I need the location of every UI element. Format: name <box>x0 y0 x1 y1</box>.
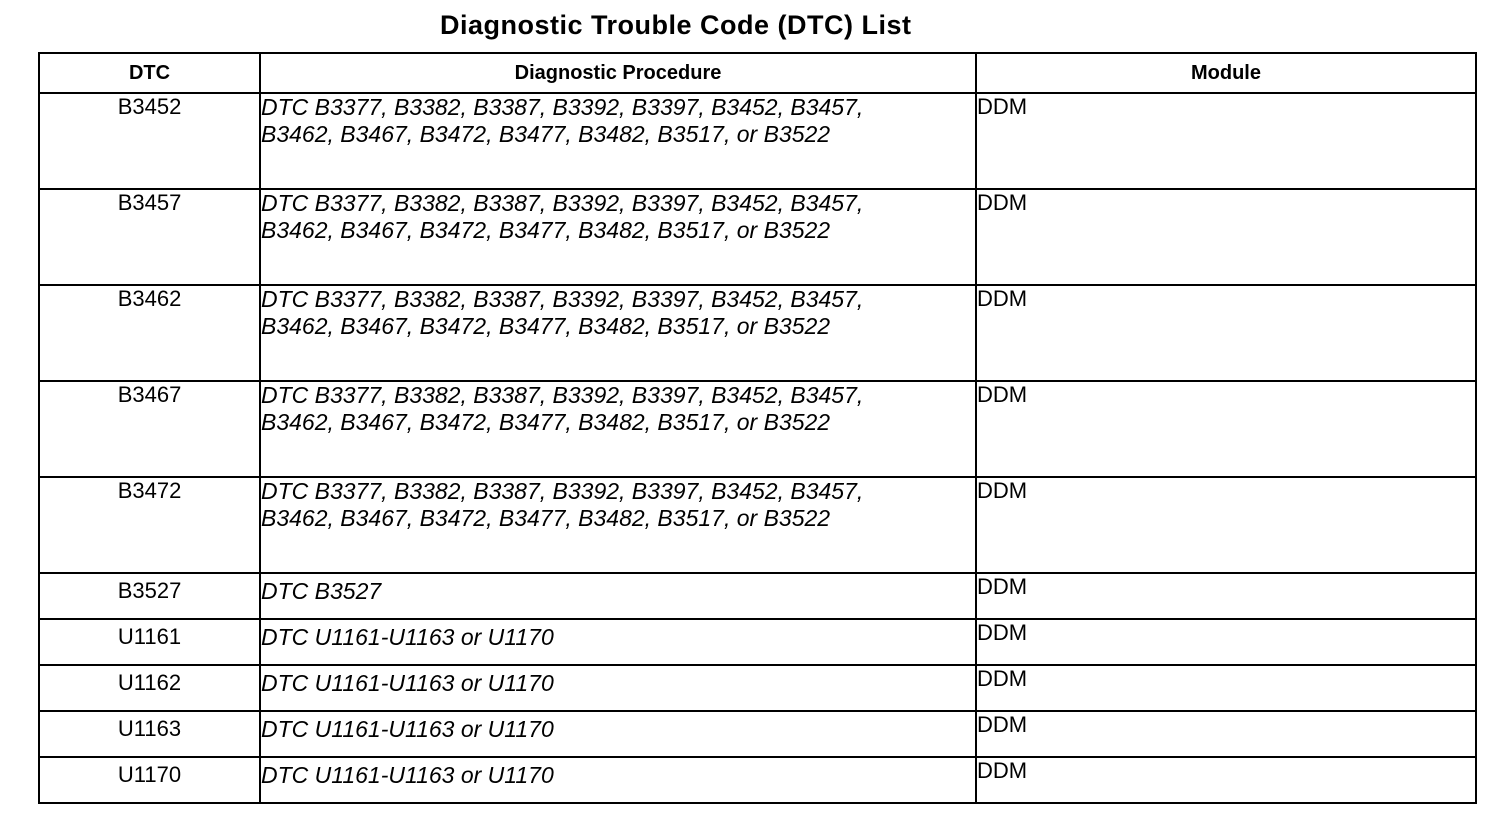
table-row <box>39 285 1476 381</box>
table-row <box>39 573 1476 619</box>
procedure-line: DTC B3377, B3382, B3387, B3392, B3397, B3452, B3457, <box>261 382 864 408</box>
procedure-line: B3462, B3467, B3472, B3477, B3482, B3517, or B3522 <box>261 313 831 339</box>
dtc-code-cell: U1170 <box>39 757 260 803</box>
module-cell: DDM <box>976 93 1476 189</box>
table-row <box>39 93 1476 189</box>
module-cell: DDM <box>976 477 1476 573</box>
dtc-table <box>38 52 1477 804</box>
module-cell: DDM <box>976 381 1476 477</box>
module-cell: DDM <box>976 711 1476 757</box>
procedure-cell: DTC B3527 <box>260 573 976 619</box>
module-cell: DDM <box>976 573 1476 619</box>
procedure-line: DTC B3377, B3382, B3387, B3392, B3397, B3452, B3457, <box>261 94 864 120</box>
procedure-cell: DTC U1161-U1163 or U1170 <box>260 665 976 711</box>
module-cell: DDM <box>976 285 1476 381</box>
procedure-cell <box>260 477 976 573</box>
procedure-cell: DTC U1161-U1163 or U1170 <box>260 619 976 665</box>
procedure-line: B3462, B3467, B3472, B3477, B3482, B3517, or B3522 <box>261 121 831 147</box>
module-cell: DDM <box>976 189 1476 285</box>
procedure-line: DTC B3377, B3382, B3387, B3392, B3397, B3452, B3457, <box>261 190 864 216</box>
module-cell: DDM <box>976 757 1476 803</box>
module-cell: DDM <box>976 665 1476 711</box>
column-header-module: Module <box>976 53 1476 93</box>
procedure-cell <box>260 93 976 189</box>
procedure-line: DTC B3377, B3382, B3387, B3392, B3397, B3452, B3457, <box>261 286 864 312</box>
dtc-code-cell: B3452 <box>39 93 260 189</box>
dtc-code-cell: B3527 <box>39 573 260 619</box>
procedure-cell <box>260 285 976 381</box>
procedure-line: B3462, B3467, B3472, B3477, B3482, B3517, or B3522 <box>261 217 831 243</box>
procedure-cell <box>260 189 976 285</box>
procedure-cell: DTC U1161-U1163 or U1170 <box>260 711 976 757</box>
dtc-code-cell: U1161 <box>39 619 260 665</box>
table-row <box>39 189 1476 285</box>
table-header-row <box>39 53 1476 93</box>
table-row <box>39 757 1476 803</box>
table-row <box>39 665 1476 711</box>
table-row <box>39 477 1476 573</box>
column-header-procedure: Diagnostic Procedure <box>260 53 976 93</box>
dtc-code-cell: B3462 <box>39 285 260 381</box>
page-title: Diagnostic Trouble Code (DTC) List <box>440 10 912 40</box>
procedure-cell <box>260 381 976 477</box>
procedure-line: B3462, B3467, B3472, B3477, B3482, B3517, or B3522 <box>261 505 831 531</box>
dtc-code-cell: U1162 <box>39 665 260 711</box>
dtc-code-cell: U1163 <box>39 711 260 757</box>
column-header-dtc: DTC <box>39 53 260 93</box>
procedure-cell: DTC U1161-U1163 or U1170 <box>260 757 976 803</box>
table-row <box>39 381 1476 477</box>
dtc-code-cell: B3467 <box>39 381 260 477</box>
table-row <box>39 619 1476 665</box>
procedure-line: B3462, B3467, B3472, B3477, B3482, B3517, or B3522 <box>261 409 831 435</box>
module-cell: DDM <box>976 619 1476 665</box>
dtc-code-cell: B3457 <box>39 189 260 285</box>
dtc-code-cell: B3472 <box>39 477 260 573</box>
table-row <box>39 711 1476 757</box>
procedure-line: DTC B3377, B3382, B3387, B3392, B3397, B3452, B3457, <box>261 478 864 504</box>
